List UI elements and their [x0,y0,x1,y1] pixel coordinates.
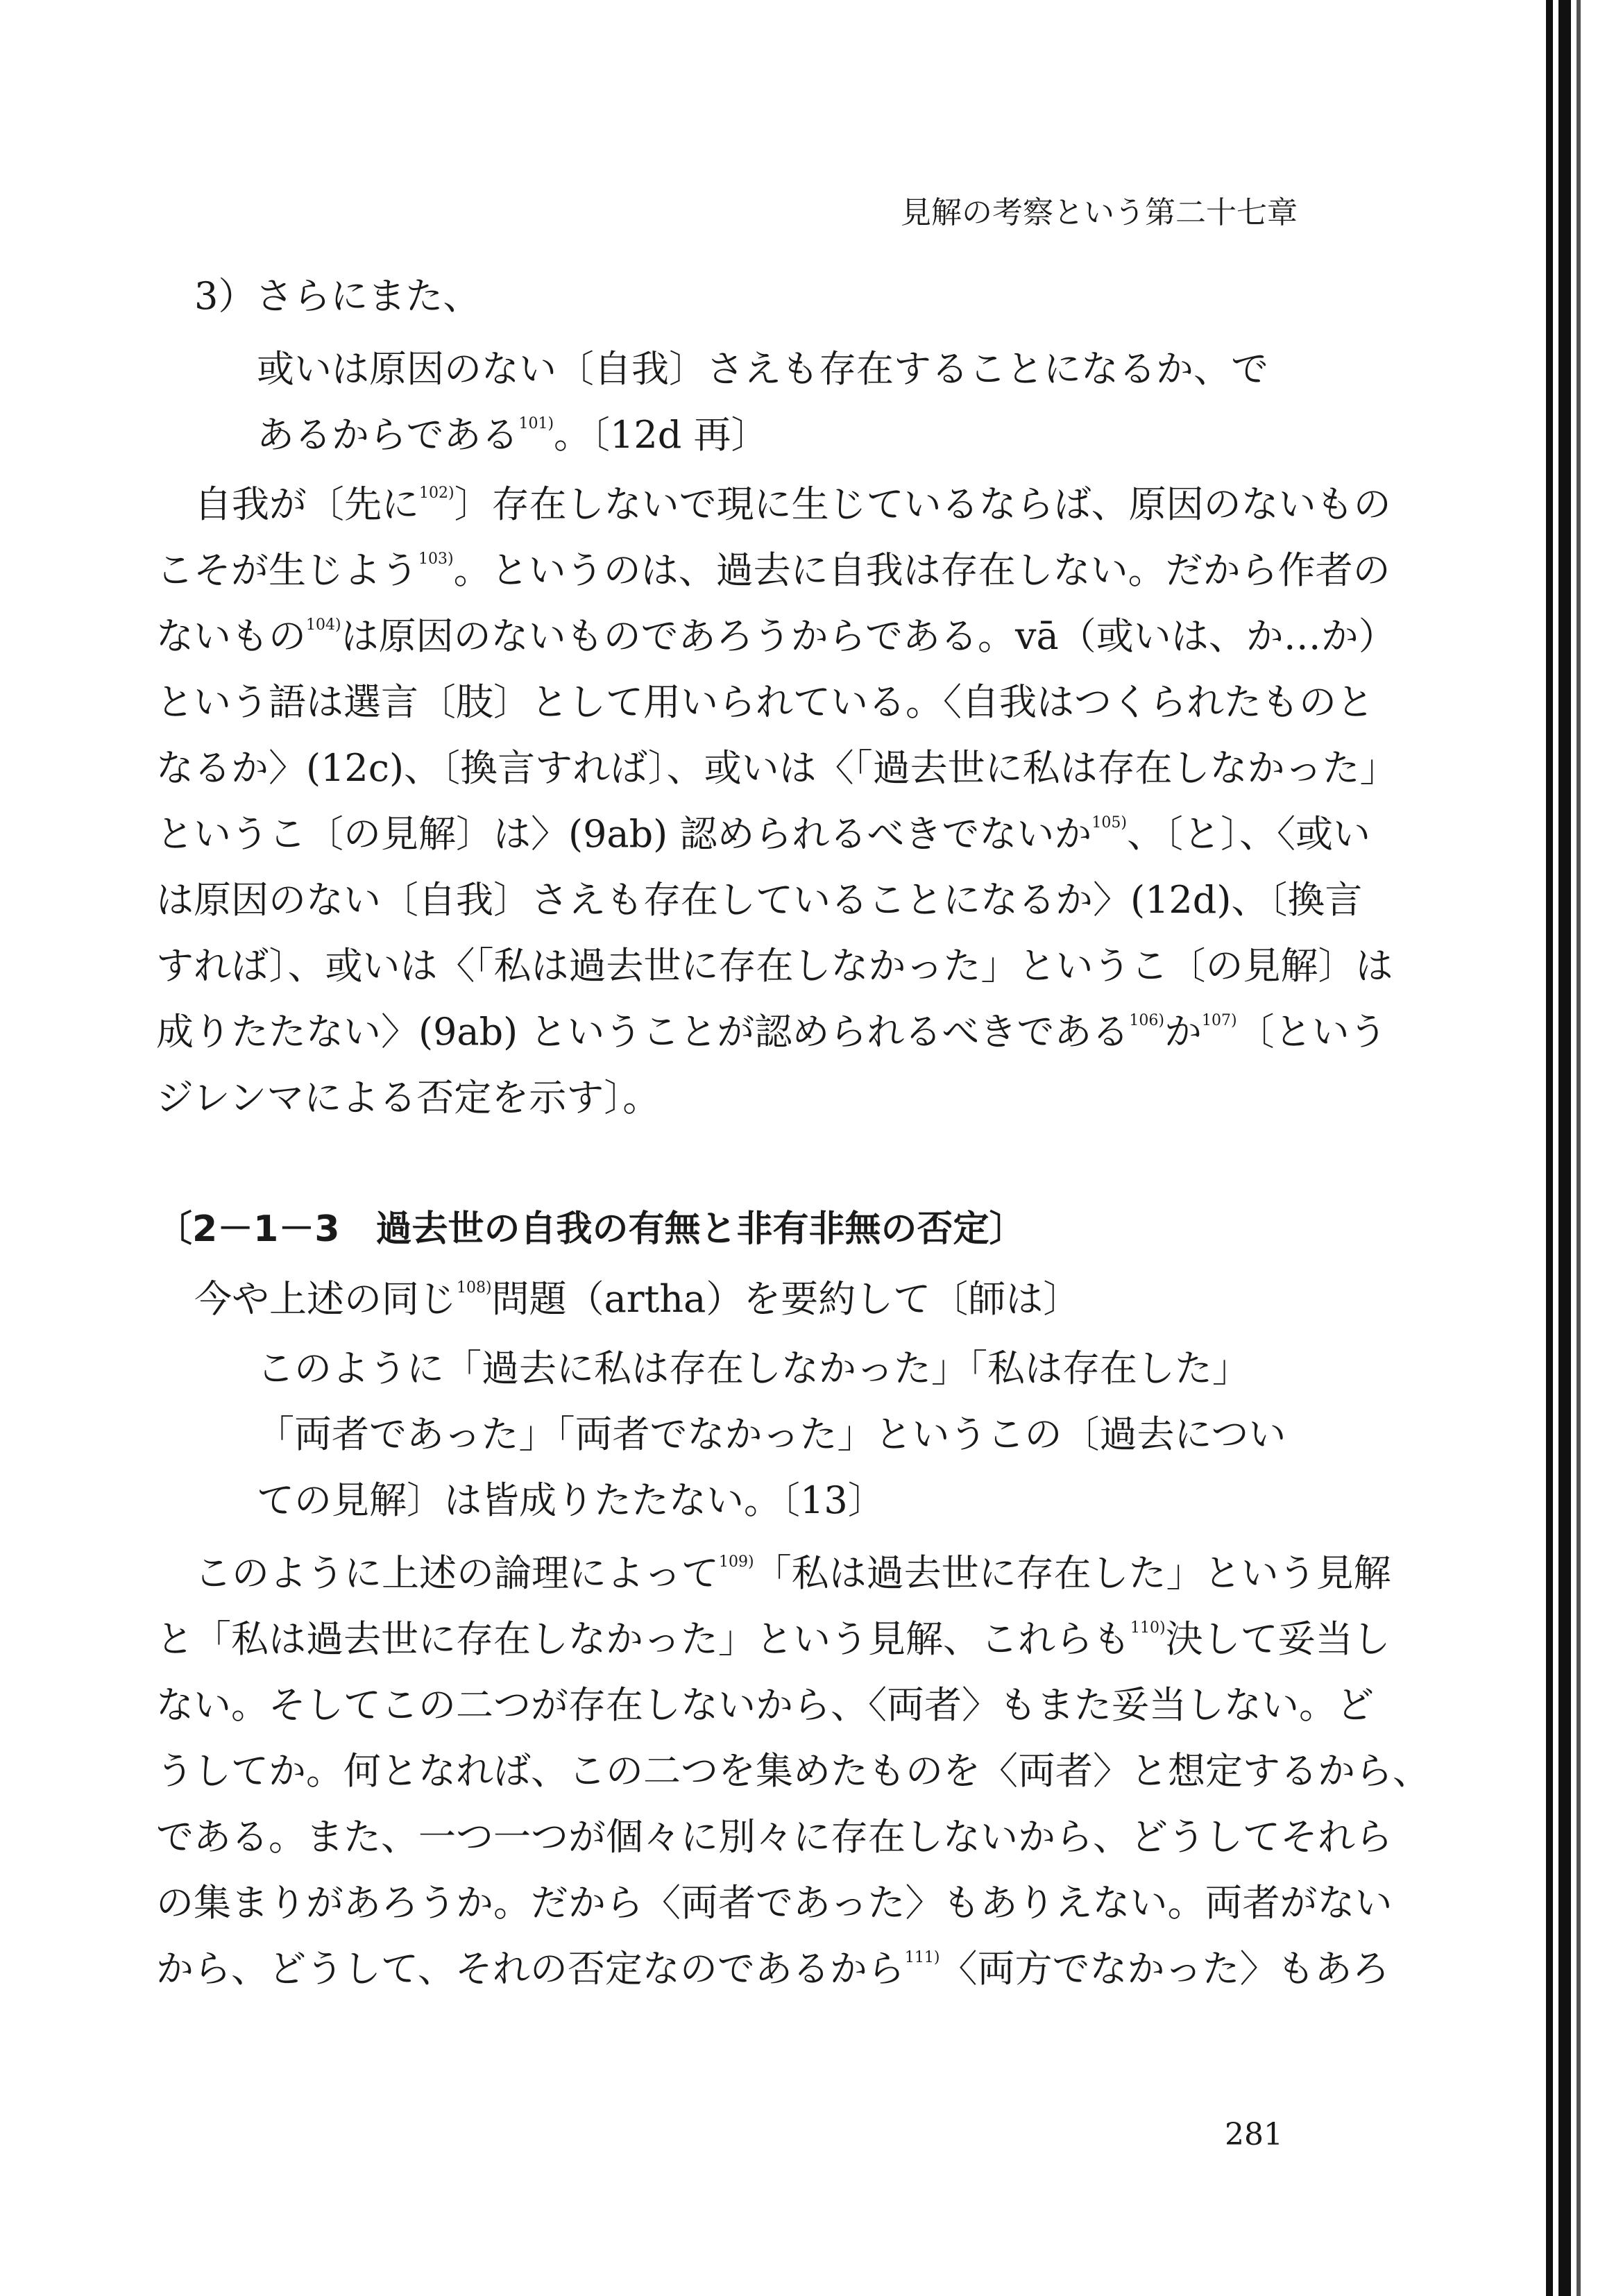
footnote-ref: 111) [904,1949,940,1966]
footnote-ref: 104) [306,616,341,634]
footnote-ref: 109) [719,1553,754,1571]
body-line: すれば〕、或いは〈「私は過去世に存在しなかった」というこ〔の見解〕は [156,944,1393,988]
body-line: ジレンマによる否定を示す〕。 [156,1076,661,1120]
footnote-ref: 107) [1202,1012,1237,1029]
footnote-ref: 106) [1129,1012,1164,1029]
scan-edge-line [1558,0,1571,2296]
scan-edge-line [1546,0,1553,2296]
footnote-ref: 101) [518,415,554,432]
body-line: から、どうして、それの否定なのであるから$^{111)}$〈両方でなかった〉もあろ [156,1947,1390,1991]
footnote-ref: 103) [418,550,454,568]
body-line: ない。そしてこの二つが存在しないから、〈両者〉もまた妥当しない。ど [156,1683,1374,1727]
body-line: なるか〉(12c)、〔換言すれば〕、或いは〈「過去世に私は存在しなかった」 [156,746,1397,790]
body-line: 自我が〔先に$^{102)}$〕存在しないで現に生じているならば、原因のないもの [194,482,1391,526]
body-line: は原因のない〔自我〕さえも存在していることになるか〉(12d)、〔換言 [156,878,1363,922]
running-header: 見解の考察という第二十七章 [901,195,1298,230]
body-line: ないもの$^{104)}$は原因のないものであろうからである。vā（或いは、か…か） [156,614,1396,658]
verse-line: 或いは原因のない〔自我〕さえも存在することになるか、で [257,347,1268,391]
body-line: と「私は過去世に存在しなかった」という見解、これらも$^{110)}$決して妥当し [156,1617,1391,1661]
footnote-ref: 105) [1091,814,1127,832]
footnote-ref: 102) [419,484,454,502]
scan-edge-line [1577,0,1581,2296]
verse-line: 「両者であった」「両者でなかった」というこの〔過去につい [257,1412,1286,1456]
item-number-line: 3）さらにまた、 [194,274,481,318]
verse-line: ての見解〕は皆成りたたない。〔13〕 [257,1478,885,1522]
body-line: 今や上述の同じ$^{108)}$問題（artha）を要約して〔師は〕 [194,1277,1081,1321]
body-line: の集まりがあろうか。だから〈両者であった〉もありえない。両者がない [156,1881,1393,1925]
body-line: このように上述の論理によって$^{109)}$「私は過去世に存在した」という見解 [194,1551,1391,1595]
verse-line: このように「過去に私は存在しなかった」「私は存在した」 [257,1347,1250,1390]
section-heading: 〔2－1－3 過去世の自我の有無と非有非無の否定〕 [156,1208,1026,1250]
body-line: こそが生じよう$^{103)}$。というのは、過去に自我は存在しない。だから作者の [156,548,1391,592]
verse-line: あるからである$^{101)}$。〔12d 再〕 [257,413,769,457]
footnote-ref: 108) [457,1279,492,1297]
body-line: というこ〔の見解〕は〉(9ab) 認められるべきでないか$^{105)}$、〔と〕、〈或い [156,812,1370,856]
body-line: である。また、一つ一つが個々に別々に存在しないから、どうしてそれら [156,1815,1393,1859]
body-line: という語は選言〔肢〕として用いられている。〈自我はつくられたものと [156,680,1374,724]
body-line: うしてか。何となれば、この二つを集めたものを〈両者〉と想定するから、 [156,1749,1430,1793]
body-line: 成りたたない〉(9ab) ということが認められるべきである$^{106)}$か$^{107)}$〔という [156,1010,1387,1054]
footnote-ref: 110) [1130,1619,1166,1637]
page-number: 281 [1225,2117,1283,2152]
